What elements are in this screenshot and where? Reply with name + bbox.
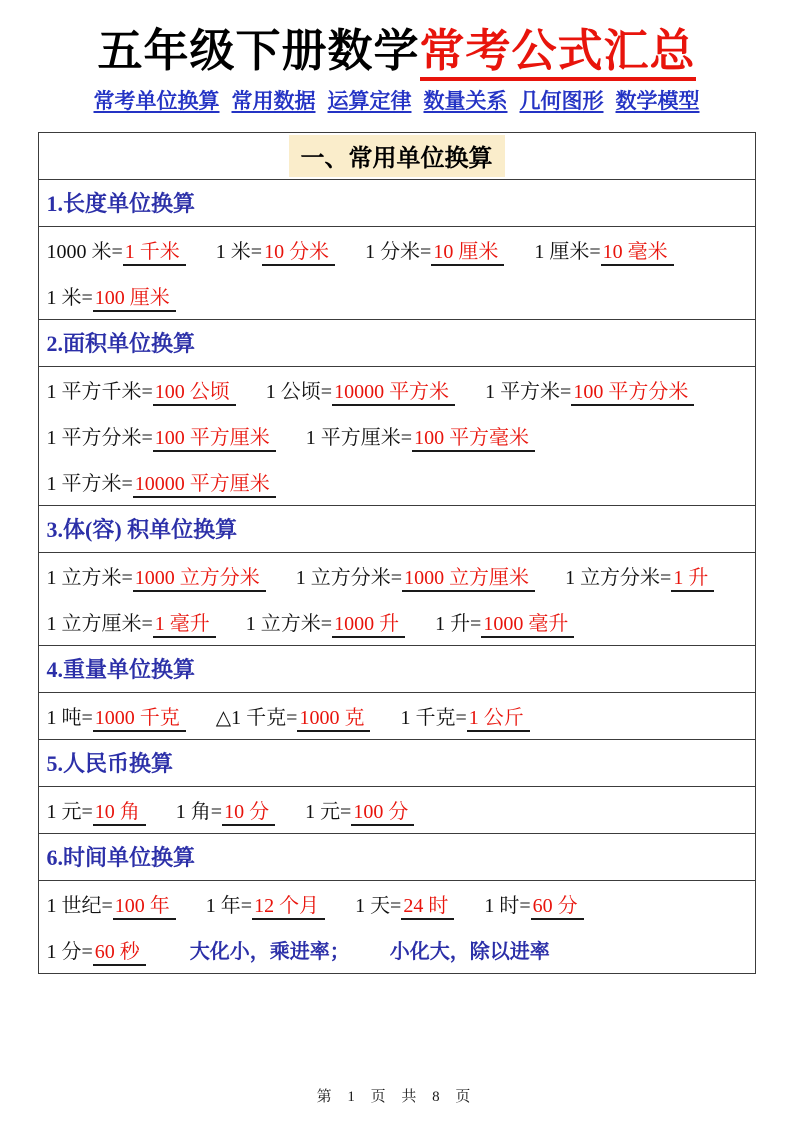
formula-left-side: 1 元=	[305, 801, 352, 824]
formula-left-side: 1 天=	[355, 895, 402, 918]
formula-line	[39, 367, 755, 413]
formula-line	[39, 599, 755, 645]
formula-left-side: 1 公顷=	[265, 381, 333, 404]
formula-answer-value: 12 个月	[252, 895, 325, 920]
formula	[435, 607, 574, 636]
formula-answer-value: 100 平方毫米	[412, 427, 535, 452]
formula-answer-value: 100 厘米	[93, 287, 176, 312]
formula-left-side: 1 年=	[205, 895, 253, 918]
section-content-6	[39, 881, 755, 973]
hint-text: 大化小，乘进率；	[189, 941, 350, 964]
formula-left-side: △1 千克=	[215, 707, 298, 730]
formula	[176, 795, 275, 824]
formula-left-side: 1 平方千米=	[46, 381, 153, 404]
formula-answer-value: 1000 毫升	[481, 613, 574, 638]
nav-links	[0, 85, 793, 115]
formula	[266, 375, 455, 404]
formula-answer-value: 1 公斤	[467, 707, 530, 732]
formula	[47, 467, 276, 496]
formula-answer-value: 1 千米	[123, 241, 186, 266]
formula-answer-value: 1000 升	[332, 613, 405, 638]
formula	[400, 701, 529, 730]
nav-link-5[interactable]: 几何图形	[519, 88, 604, 113]
formula-answer-value: 1000 千克	[93, 707, 186, 732]
formula	[47, 795, 146, 824]
nav-link-4[interactable]: 数量关系	[423, 88, 508, 113]
formula-left-side: 1 厘米=	[534, 241, 601, 264]
nav-link-6[interactable]: 数学模型	[615, 88, 700, 113]
formula-left-side: 1 米=	[215, 241, 263, 264]
formula-answer-value: 100 平方分米	[571, 381, 694, 406]
formula	[206, 889, 325, 918]
section-heading-6: 6.时间单位换算	[39, 834, 755, 881]
formula-left-side: 1 立方米=	[46, 567, 133, 590]
formula	[355, 889, 454, 918]
formula-answer-value: 1 升	[671, 567, 714, 592]
formula-line	[39, 693, 755, 739]
formula-left-side: 1 米=	[46, 287, 93, 310]
formula-line	[39, 787, 755, 833]
formula-answer-value: 10 厘米	[431, 241, 504, 266]
section-heading-2: 2.面积单位换算	[39, 320, 755, 367]
formula-line	[39, 227, 755, 273]
section-content-4	[39, 693, 755, 740]
formula-line	[39, 881, 755, 927]
formula-left-side: 1000 米=	[46, 241, 123, 264]
formula-answer-value: 10 分	[222, 801, 275, 826]
formula-answer-value: 24 时	[401, 895, 454, 920]
formula-answer-value: 10 角	[93, 801, 146, 826]
formula-answer-value: 10 毫米	[601, 241, 674, 266]
formula-left-side: 1 平方米=	[485, 381, 572, 404]
formula-left-side: 1 时=	[484, 895, 531, 918]
formula-answer-value: 60 分	[531, 895, 584, 920]
page-title-black: 五年级下册数学	[97, 26, 420, 76]
formula	[216, 235, 335, 264]
formula-left-side: 1 元=	[46, 801, 93, 824]
formula-answer-value: 10000 平方厘米	[133, 473, 276, 498]
formula-answer-value: 100 年	[113, 895, 176, 920]
section-content-5	[39, 787, 755, 834]
nav-link-1[interactable]: 常考单位换算	[93, 88, 220, 113]
section-heading-3: 3.体(容) 积单位换算	[39, 506, 755, 553]
formula	[484, 889, 583, 918]
formula	[47, 701, 186, 730]
formula-line	[39, 413, 755, 459]
section-heading-5: 5.人民币换算	[39, 740, 755, 787]
formula-answer-value: 100 公顷	[153, 381, 236, 406]
section-heading-1: 1.长度单位换算	[39, 180, 755, 227]
formula	[485, 375, 694, 404]
formula	[47, 561, 266, 590]
formula-left-side: 1 千克=	[400, 707, 467, 730]
formula-answer-value: 1000 立方厘米	[402, 567, 535, 592]
formula	[47, 281, 176, 310]
formula	[47, 235, 186, 264]
formula-answer-value: 10 分米	[262, 241, 335, 266]
formula	[305, 795, 414, 824]
unit-conversion-table	[38, 132, 756, 974]
formula-left-side: 1 平方米=	[46, 473, 133, 496]
formula-answer-value: 60 秒	[93, 941, 146, 966]
nav-link-2[interactable]: 常用数据	[231, 88, 316, 113]
formula	[47, 935, 146, 964]
formula	[246, 607, 405, 636]
formula-answer-value: 1 毫升	[153, 613, 216, 638]
table-header-row	[39, 133, 755, 180]
formula-left-side: 1 立方分米=	[295, 567, 403, 590]
section-content-3	[39, 553, 755, 646]
section-content-1	[39, 227, 755, 320]
formula	[534, 235, 673, 264]
formula	[296, 561, 535, 590]
page-title-red: 常考公式汇总	[420, 26, 696, 81]
formula	[47, 421, 276, 450]
page-title	[0, 26, 793, 78]
formula	[47, 607, 216, 636]
table-header-highlight: 一、常用单位换算	[289, 135, 505, 177]
formula-line	[39, 927, 755, 973]
formula	[306, 421, 535, 450]
nav-link-3[interactable]: 运算定律	[327, 88, 412, 113]
formula	[216, 701, 371, 730]
hint-text: 小化大，除以进率	[389, 941, 550, 964]
formula	[47, 889, 176, 918]
formula-answer-value: 10000 平方米	[332, 381, 455, 406]
formula	[565, 561, 714, 590]
formula-left-side: 1 平方厘米=	[305, 427, 413, 450]
formula-left-side: 1 立方分米=	[565, 567, 672, 590]
formula-left-side: 1 升=	[435, 613, 482, 636]
formula-left-side: 1 角=	[175, 801, 223, 824]
formula-answer-value: 100 分	[351, 801, 414, 826]
formula	[47, 375, 236, 404]
formula-answer-value: 1000 克	[297, 707, 370, 732]
formula	[365, 235, 504, 264]
formula-answer-value: 1000 立方分米	[133, 567, 266, 592]
formula-left-side: 1 平方分米=	[46, 427, 153, 450]
formula-left-side: 1 世纪=	[46, 895, 113, 918]
section-heading-4: 4.重量单位换算	[39, 646, 755, 693]
section-content-2	[39, 367, 755, 506]
formula-line	[39, 459, 755, 505]
formula-line	[39, 553, 755, 599]
formula-left-side: 1 分米=	[365, 241, 432, 264]
page-number: 第 1 页 共 8 页	[316, 1089, 477, 1105]
formula-left-side: 1 立方米=	[245, 613, 333, 636]
formula-line	[39, 273, 755, 319]
formula-left-side: 1 吨=	[46, 707, 93, 730]
formula-left-side: 1 立方厘米=	[46, 613, 153, 636]
document-page	[0, 26, 793, 1148]
formula-answer-value: 100 平方厘米	[153, 427, 276, 452]
formula-left-side: 1 分=	[46, 941, 93, 964]
